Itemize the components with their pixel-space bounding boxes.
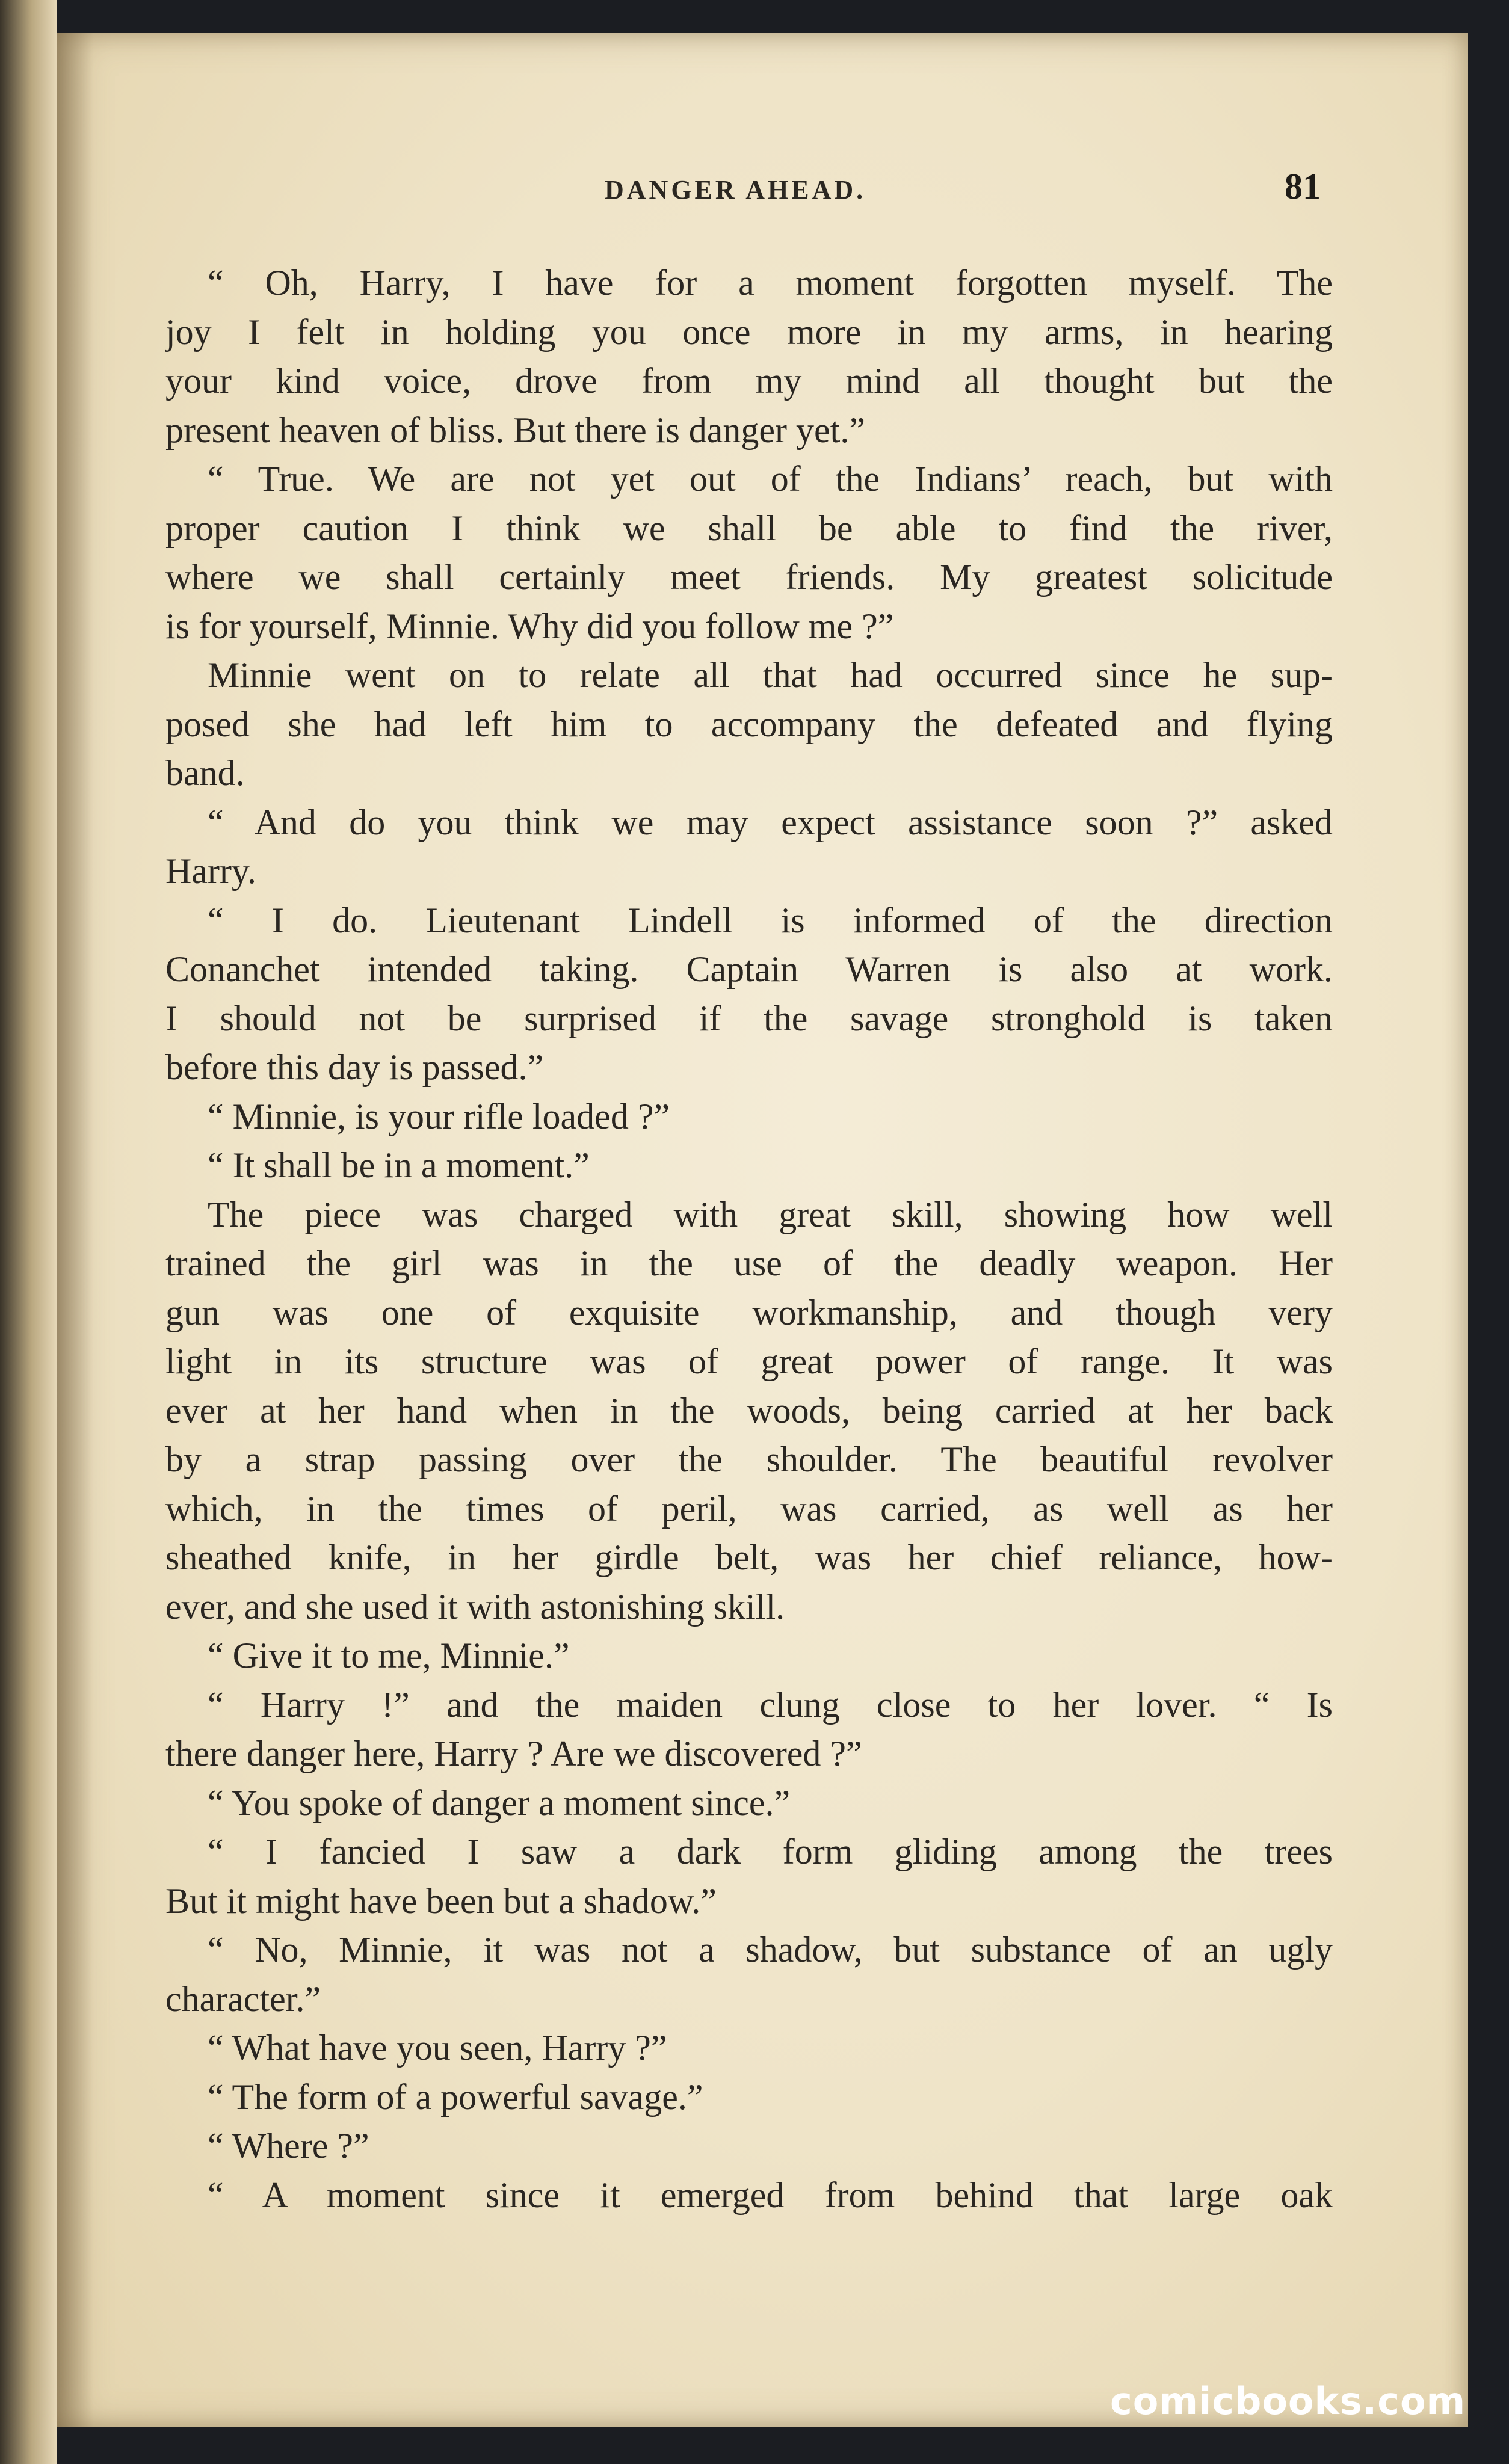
text-line: posed she had left him to accompany the defeated and flying xyxy=(165,704,1333,744)
text-line: “ Harry !” and the maiden clung close to her lover. “ Is xyxy=(208,1684,1333,1725)
text-line: “ A moment since it emerged from behind that large oak xyxy=(208,2175,1333,2215)
text-line: “ No, Minnie, it was not a shadow, but substance of an ugly xyxy=(208,1930,1333,1970)
text-line: character.” xyxy=(165,1979,321,2019)
watermark-text: comicbooks.com xyxy=(1110,2379,1466,2423)
text-line: before this day is passed.” xyxy=(165,1047,544,1087)
text-line: “ Oh, Harry, I have for a moment forgotten myself. The xyxy=(208,263,1333,303)
text-line: proper caution I think we shall be able to find the river, xyxy=(165,508,1333,548)
text-line: “ I fancied I saw a dark form gliding among the trees xyxy=(208,1832,1333,1871)
text-line: is for yourself, Minnie. Why did you follow me ?” xyxy=(165,606,894,646)
text-line: ever at her hand when in the woods, being carried at her back xyxy=(165,1390,1333,1431)
body-text xyxy=(165,259,1333,2220)
running-head: DANGER AHEAD. xyxy=(605,175,866,205)
text-line: light in its structure was of great power of range. It was xyxy=(165,1341,1333,1381)
text-line: “ You spoke of danger a moment since.” xyxy=(208,1782,791,1823)
text-line: “ Give it to me, Minnie.” xyxy=(208,1636,570,1675)
text-line: But it might have been but a shadow.” xyxy=(165,1880,717,1921)
text-line: which, in the times of peril, was carried, as well as her xyxy=(165,1488,1333,1529)
text-line: sheathed knife, in her girdle belt, was her chief reliance, how- xyxy=(165,1538,1333,1577)
text-line: The piece was charged with great skill, showing how well xyxy=(208,1194,1333,1234)
text-line: gun was one of exquisite workmanship, and though very xyxy=(165,1292,1333,1332)
text-line: Harry. xyxy=(165,851,257,891)
text-line: there danger here, Harry ? Are we discovered ?” xyxy=(165,1734,862,1773)
text-line: present heaven of bliss. But there is danger yet.” xyxy=(165,410,865,450)
text-line: “ Where ?” xyxy=(208,2126,369,2166)
text-line: ever, and she used it with astonishing skill. xyxy=(165,1586,785,1627)
text-line: “ And do you think we may expect assistance soon ?” asked xyxy=(208,802,1333,842)
text-line: “ It shall be in a moment.” xyxy=(208,1145,590,1185)
text-line: “ True. We are not yet out of the Indians’ reach, but with xyxy=(208,459,1333,499)
text-line: trained the girl was in the use of the deadly weapon. Her xyxy=(165,1243,1333,1283)
text-line: Conanchet intended taking. Captain Warren is also at work. xyxy=(165,949,1333,989)
text-line: “ Minnie, is your rifle loaded ?” xyxy=(208,1096,670,1136)
text-line: I should not be surprised if the savage stronghold is taken xyxy=(165,998,1333,1038)
text-line: where we shall certainly meet friends. My greatest solicitude xyxy=(165,557,1333,597)
text-line: “ What have you seen, Harry ?” xyxy=(208,2028,667,2068)
page-number: 81 xyxy=(1285,167,1321,206)
text-line: by a strap passing over the shoulder. The beautiful revolver xyxy=(165,1440,1333,1479)
text-line: Minnie went on to relate all that had occurred since he sup- xyxy=(208,655,1333,695)
text-line: “ The form of a powerful savage.” xyxy=(208,2077,703,2117)
text-line: joy I felt in holding you once more in my arms, in hearing xyxy=(165,312,1333,352)
left-page-edge xyxy=(0,0,57,2464)
text-line: your kind voice, drove from my mind all thought but the xyxy=(165,361,1333,401)
text-line: band. xyxy=(165,753,245,793)
text-line: “ I do. Lieutenant Lindell is informed of the direction xyxy=(208,900,1333,940)
